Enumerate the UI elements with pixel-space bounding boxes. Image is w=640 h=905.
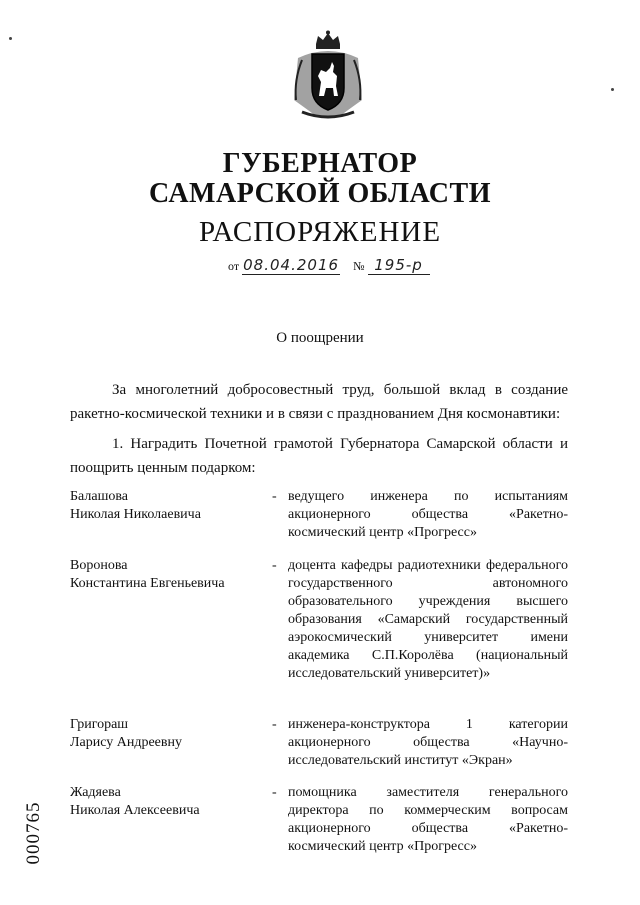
issuer-title-line2: САМАРСКОЙ ОБЛАСТИ bbox=[149, 178, 491, 209]
awardee-dash: - bbox=[272, 717, 277, 732]
awardee-surname: Балашова bbox=[70, 489, 128, 504]
date-value: 08.04.2016 bbox=[243, 256, 340, 274]
awardee-position: помощника заместителя генерального директора по коммерческим вопросам акционерного общества «Ракетно-космический центр «Прогресс» bbox=[288, 785, 568, 854]
awardee-surname: Григораш bbox=[70, 717, 129, 732]
date-number-line bbox=[228, 256, 430, 280]
number-value: 195-р bbox=[368, 256, 430, 275]
issuer-title-line1: ГУБЕРНАТОР bbox=[222, 148, 418, 179]
awardee-given-names: Ларису Андреевну bbox=[70, 735, 182, 750]
awardee-row bbox=[70, 784, 568, 864]
awardee-row bbox=[70, 557, 568, 707]
number-prefix: № bbox=[353, 259, 365, 273]
awardee-dash: - bbox=[272, 558, 277, 573]
awardee-row bbox=[70, 488, 568, 548]
scan-dot bbox=[611, 88, 614, 91]
awardee-position: инженера-конструктора 1 категории акционерного общества «Научно-исследовательский институт «Экран» bbox=[288, 717, 568, 768]
awardee-name bbox=[70, 488, 270, 524]
date-prefix: от bbox=[228, 259, 240, 273]
awardee-given-names: Николая Алексеевича bbox=[70, 803, 200, 818]
awardee-position: ведущего инженера по испытаниям акционерного общества «Ракетно-космический центр «Прогресс» bbox=[288, 489, 568, 540]
awardee-surname: Жадяева bbox=[70, 785, 121, 800]
document-type-title: РАСПОРЯЖЕНИЕ bbox=[198, 216, 442, 248]
awardee-row bbox=[70, 716, 568, 776]
awardee-dash: - bbox=[272, 489, 277, 504]
awardee-given-names: Николая Николаевича bbox=[70, 507, 201, 522]
awardee-position: доцента кафедры радиотехники федерального государственного автономного образовательного учреждения высшего образования «Самарский государственный аэрокосмический университет имени академика С.П.Королёва (национальный исследовательский университет)» bbox=[288, 558, 568, 681]
coat-of-arms-icon bbox=[288, 30, 368, 122]
awardee-given-names: Константина Евгеньевича bbox=[70, 576, 225, 591]
awardee-surname: Воронова bbox=[70, 558, 128, 573]
awardee-name bbox=[70, 784, 270, 820]
item-1-paragraph: 1. Наградить Почетной грамотой Губернатора Самарской области и поощрить ценным подарком: bbox=[70, 436, 568, 476]
awardee-name bbox=[70, 557, 270, 593]
document-subject: О поощрении bbox=[276, 330, 364, 346]
awardee-dash: - bbox=[272, 785, 277, 800]
awardee-name bbox=[70, 716, 270, 752]
scan-dot bbox=[9, 37, 12, 40]
side-serial-number: 000765 bbox=[23, 801, 44, 865]
intro-paragraph: За многолетний добросовестный труд, большой вклад в создание ракетно-космической техники и в связи с празднованием Дня космонавтики: bbox=[70, 382, 568, 422]
